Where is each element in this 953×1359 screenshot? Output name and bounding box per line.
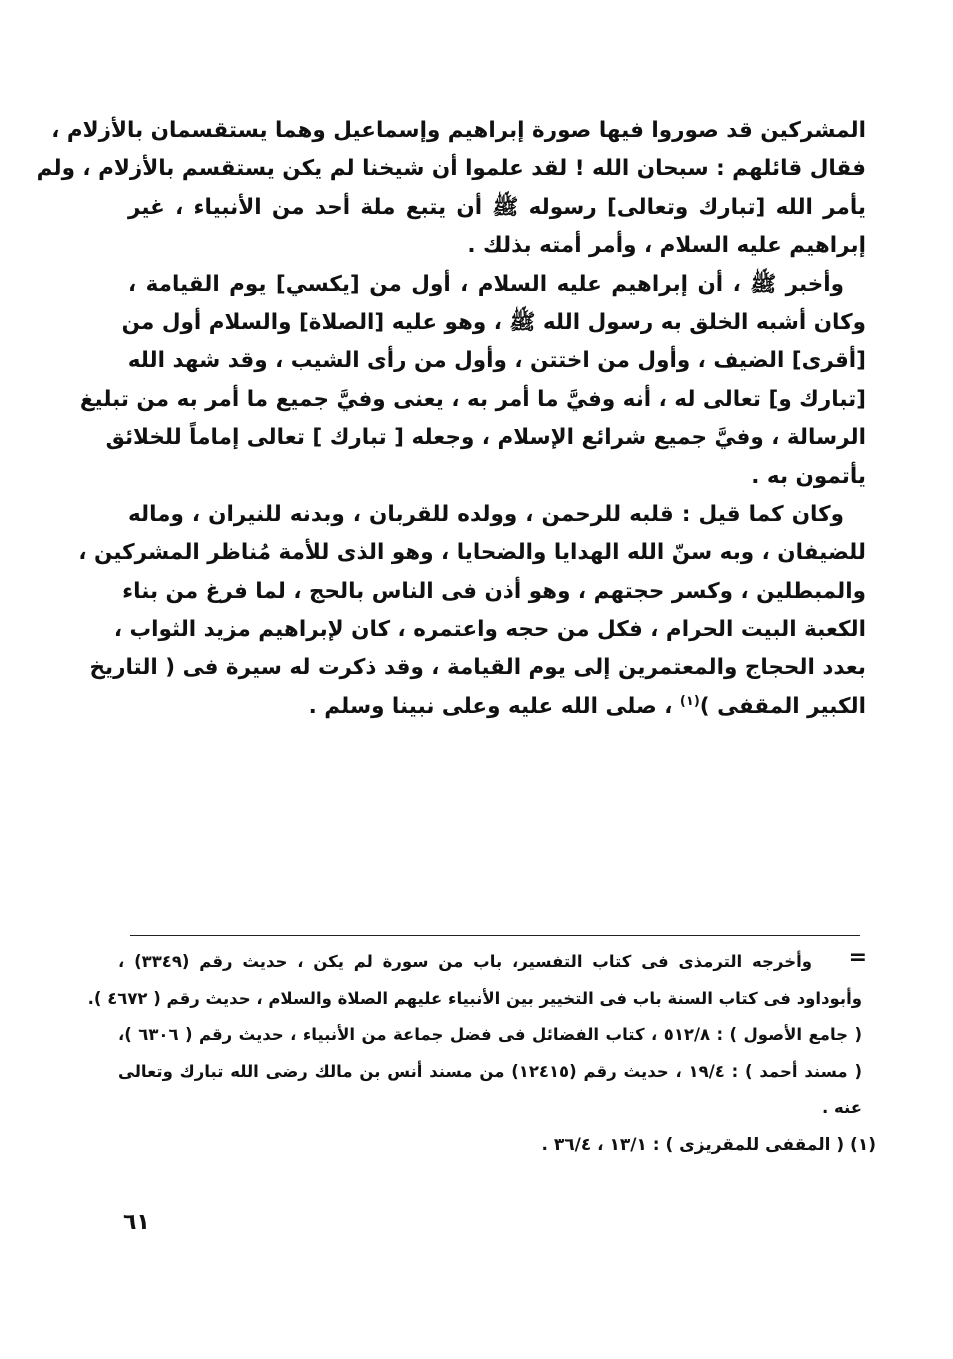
footnotes [87, 944, 876, 1163]
continuation-mark: = [848, 945, 867, 970]
text-line: بعدد الحجاج والمعتمرين إلى يوم القيامة ، وقد ذكرت له سيرة فى ( التاريخ [89, 655, 866, 681]
footnote-line: عنه . [821, 1098, 862, 1117]
text-line: وأخبر ﷺ ، أن إبراهيم عليه السلام ، أول من [يكسي] يوم القيامة ، [128, 271, 844, 297]
text-line: يأمر الله [تبارك وتعالى] رسوله ﷺ أن يتبع ملة أحد من الأنبياء ، غير [128, 194, 866, 220]
footnote-marker: (١) [679, 693, 700, 709]
text-line: للضيفان ، وبه سنّ الله الهدايا والضحايا ، وهو الذى للأمة مُناظر المشركين ، [78, 540, 866, 566]
text-line: المشركين قد صوروا فيها صورة إبراهيم وإسماعيل وهما يستقسمان بالأزلام ، [51, 118, 866, 143]
text-before-marker: الكبير المقفى ) [699, 693, 866, 719]
footnote-line: ( جامع الأصول ) : ٥١٢/٨ ، كتاب الفضائل فى فضل جماعة من الأنبياء ، حديث رقم ( ٦٣٠٦ )، [118, 1025, 863, 1044]
text-line: الكعبة البيت الحرام ، فكل من حجه واعتمره ، كان لإبراهيم مزيد الثواب ، [113, 617, 866, 643]
text-line: [أقرى] الضيف ، وأول من اختتن ، وأول من رأى الشيب ، وقد شهد الله [127, 348, 866, 374]
text-line: وكان أشبه الخلق به رسول الله ﷺ ، وهو عليه [الصلاة] والسلام أول من [121, 309, 866, 335]
text-line: وكان كما قيل : قلبه للرحمن ، وولده للقربان ، وبدنه للنيران ، وماله [128, 501, 844, 527]
text-line: إبراهيم عليه السلام ، وأمر أمته بذلك . [467, 233, 866, 259]
text-line-final [128, 688, 866, 726]
footnote-line: وأبوداود فى كتاب السنة باب فى التخيير بين الأنبياء عليهم الصلاة والسلام ، حديث رقم ( ٤٦٧٢ ). [87, 988, 862, 1008]
text-line: [تبارك و] تعالى له ، أنه وفيَّ ما أمر به ، يعنى وفيَّ جميع ما أمر به من تبليغ [79, 386, 866, 412]
text-after-marker: ، صلى الله عليه وعلى نبينا وسلم . [308, 693, 680, 719]
text-line: فقال قائلهم : سبحان الله ! لقد علموا أن شيخنا لم يكن يستقسم بالأزلام ، ولم [36, 156, 866, 182]
main-text [36, 112, 866, 726]
footnote-1: (١) ( المقفى للمقريزى ) : ١٣/١ ، ٣٦/٤ . [541, 1134, 876, 1155]
footnote-line: ( مسند أحمد ) : ١٩/٤ ، حديث رقم (١٢٤١٥) من مسند أنس بن مالك رضى الله تبارك وتعالى [118, 1061, 862, 1081]
text-line: يأتمون به . [751, 463, 866, 489]
text-line: الرسالة ، وفيَّ جميع شرائع الإسلام ، وجعله [ تبارك ] تعالى إماماً للخلائق [105, 425, 866, 451]
footnote-divider [130, 935, 860, 936]
text-line: والمبطلين ، وكسر حجتهم ، وهو أذن فى الناس بالحج ، لما فرغ من بناء [122, 578, 866, 604]
page-number: ٦١ [123, 1210, 150, 1235]
footnote-line: وأخرجه الترمذى فى كتاب التفسير، باب من سورة لم يكن ، حديث رقم (٣٣٤٩) ، [118, 952, 812, 971]
